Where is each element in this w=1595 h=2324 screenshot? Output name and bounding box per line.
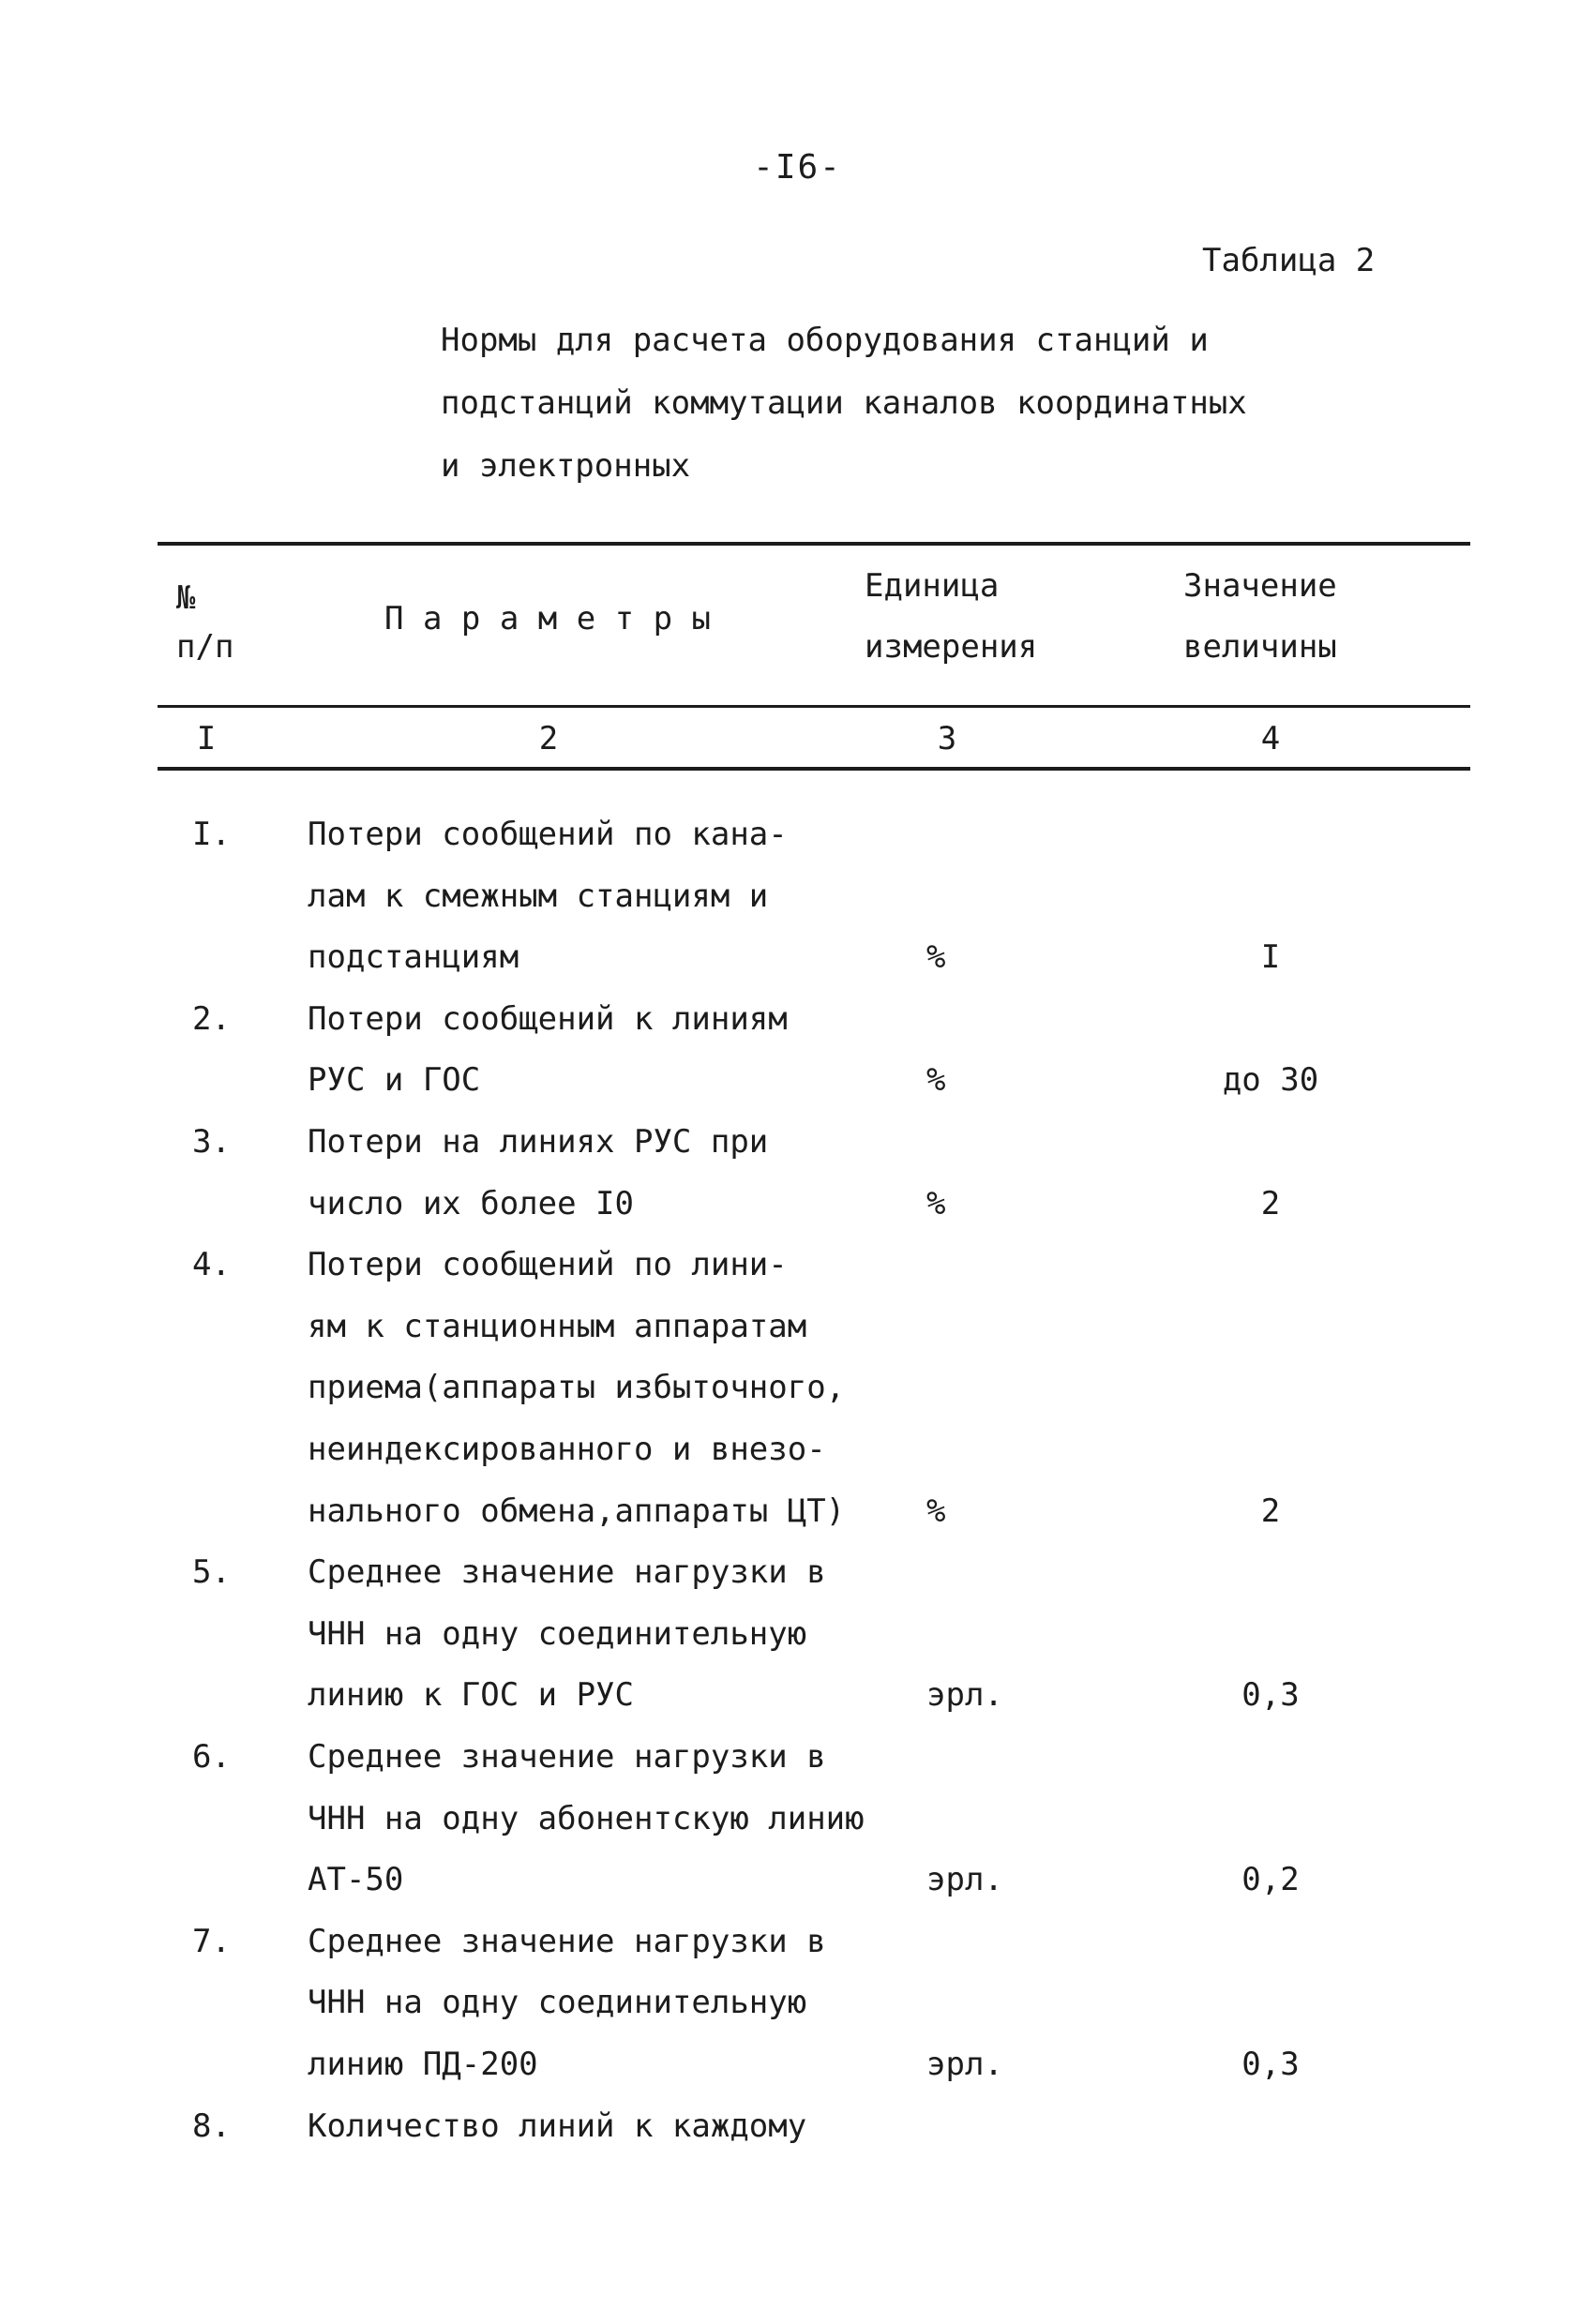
page-number: -I6- <box>753 148 842 187</box>
header-num: п/п <box>176 628 234 666</box>
row-parameter-line: число их более I0 <box>308 1184 634 1222</box>
header-unit: Единица <box>865 567 1000 605</box>
row-parameter-line: неиндексированного и внезо- <box>308 1431 826 1468</box>
row-parameter-line: ЧНН на одну абонентскую линию <box>308 1799 865 1837</box>
column-number: 4 <box>1260 720 1281 757</box>
table-colnum-rule <box>158 767 1470 771</box>
table-header-rule <box>158 705 1470 708</box>
row-value: 2 <box>1260 1492 1281 1530</box>
row-parameter-line: линию ПД-200 <box>308 2046 538 2083</box>
row-parameter-line: подстанциям <box>308 938 519 977</box>
row-unit: % <box>926 1184 946 1222</box>
header-params: П а р а м е т р ы <box>384 600 711 637</box>
header-num: № <box>176 579 196 617</box>
row-unit: эрл. <box>926 1861 1003 1899</box>
row-value: I <box>1260 938 1281 977</box>
row-parameter-line: Среднее значение нагрузки в <box>308 1922 826 1960</box>
row-value: 0,3 <box>1241 1676 1300 1715</box>
row-number: 8. <box>192 2107 231 2145</box>
row-number: 5. <box>192 1553 231 1592</box>
row-parameter-line: нального обмена,аппараты ЦТ) <box>308 1492 846 1530</box>
table-caption-line: подстанций коммутации каналов координатных <box>441 384 1247 422</box>
row-parameter-line: Потери сообщений к линиям <box>308 999 788 1038</box>
row-parameter-line: приема(аппараты избыточного, <box>308 1369 846 1407</box>
column-number: I <box>196 720 217 757</box>
row-parameter-line: Среднее значение нагрузки в <box>308 1553 826 1592</box>
row-parameter-line: линию к ГОС и РУС <box>308 1676 634 1715</box>
table-caption-line: Нормы для расчета оборудования станций и <box>441 322 1209 359</box>
row-parameter-line: Потери сообщений по лини- <box>308 1246 788 1284</box>
table-label: Таблица 2 <box>1202 242 1376 279</box>
row-parameter-line: Среднее значение нагрузки в <box>308 1738 826 1776</box>
row-number: 7. <box>192 1922 231 1960</box>
row-value: 2 <box>1260 1184 1281 1222</box>
table-top-rule <box>158 542 1470 546</box>
row-unit: % <box>926 1492 946 1530</box>
row-unit: % <box>926 1061 946 1100</box>
row-unit: эрл. <box>926 1676 1003 1715</box>
table-caption-line: и электронных <box>441 447 691 485</box>
row-parameter-line: Количество линий к каждому <box>308 2107 807 2145</box>
row-parameter-line: ЧНН на одну соединительную <box>308 1984 807 2022</box>
row-parameter-line: АТ-50 <box>308 1861 404 1899</box>
row-number: 3. <box>192 1123 231 1161</box>
row-unit: эрл. <box>926 2046 1003 2083</box>
row-parameter-line: РУС и ГОС <box>308 1061 481 1100</box>
row-parameter-line: лам к смежным станциям и <box>308 877 769 915</box>
row-unit: % <box>926 938 946 977</box>
row-number: 2. <box>192 999 231 1038</box>
row-parameter-line: ЧНН на одну соединительную <box>308 1614 807 1653</box>
row-parameter-line: Потери на линиях РУС при <box>308 1123 769 1161</box>
row-value: 0,2 <box>1241 1861 1300 1899</box>
header-value: Значение <box>1183 567 1337 605</box>
row-value: до 30 <box>1222 1061 1319 1100</box>
row-number: 6. <box>192 1738 231 1776</box>
row-parameter-line: Потери сообщений по кана- <box>308 816 788 853</box>
row-parameter-line: ям к станционным аппаратам <box>308 1307 807 1345</box>
row-value: 0,3 <box>1241 2046 1300 2083</box>
column-number: 3 <box>937 720 957 757</box>
row-number: I. <box>192 816 231 853</box>
header-value: величины <box>1183 628 1337 666</box>
row-number: 4. <box>192 1246 231 1284</box>
header-unit: измерения <box>865 628 1038 666</box>
column-number: 2 <box>538 720 559 757</box>
